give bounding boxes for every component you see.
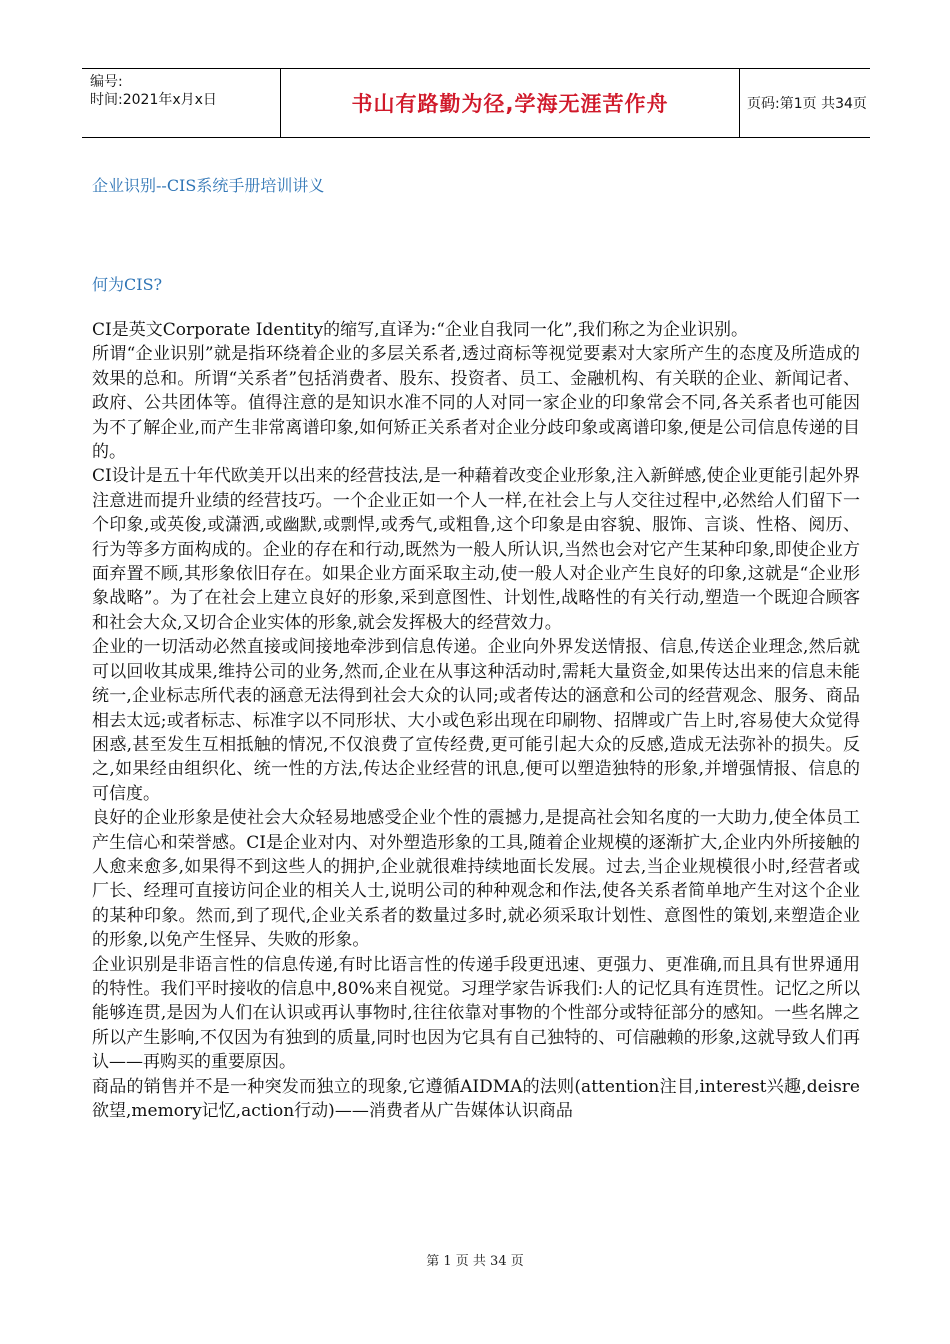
section-heading: 何为CIS?: [92, 275, 163, 294]
document-title: 企业识别--CIS系统手册培训讲义: [92, 176, 325, 195]
document-date-label: 时间:2021年x月x日: [90, 92, 217, 108]
paragraph: 企业识别是非语言性的信息传递,有时比语言性的传递手段更迅速、更强力、更准确,而且具有世界通用的特性。我们平时接收的信息中,80%来自视觉。习理学家告诉我们:人的记忆具有连贯性。记忆之所以能够连贯,是因为人们在认识或再认事物时,往往依靠对事物的个性部分或特征部分的感知。一些名牌之所以产生影响,不仅因为有独到的质量,同时也因为它具有自己独特的、可信融赖的形象,这就导致人们再认——再购买的重要原因。: [92, 954, 860, 1073]
header-motto: 书山有路勤为径,学海无涯苦作舟: [351, 92, 669, 116]
paragraph: 所谓“企业识别”就是指环绕着企业的多层关系者,透过商标等视觉要素对大家所产生的态度及所造成的效果的总和。所谓“关系者”包括消费者、股东、投资者、员工、金融机构、有关联的企业、新闻记者、政府、公共团体等。值得注意的是知识水准不同的人对同一家企业的印象常会不同,各关系者也可能因为不了解企业,而产生非常离谱印象,如何矫正关系者对企业分歧印象或离谱印象,便是公司信息传递的目的。: [92, 344, 860, 463]
paragraph: 良好的企业形象是使社会大众轻易地感受企业个性的震撼力,是提高社会知名度的一大助力,使全体员工产生信心和荣誉感。CI是企业对内、对外塑造形象的工具,随着企业规模的逐渐扩大,企业内外所接触的人愈来愈多,如果得不到这些人的拥护,企业就很难持续地面长发展。过去,当企业规模很小时,经营者或厂长、经理可直接访问企业的相关人士,说明公司的种种观念和作法,使各关系者简单地产生对这个企业的某种印象。然而,到了现代,企业关系者的数量过多时,就必须采取计划性、意图性的策划,来塑造企业的形象,以免产生怪异、失败的形象。: [92, 808, 860, 951]
paragraph: CI是英文Corporate Identity的缩写,直译为:“企业自我同一化”,我们称之为企业识别。: [92, 320, 748, 340]
body-text: [92, 318, 860, 1123]
paragraph: 企业的一切活动必然直接或间接地牵涉到信息传递。企业向外界发送情报、信息,传送企业理念,然后就可以回收其成果,维持公司的业务,然而,企业在从事这种活动时,需耗大量资金,如果传达出来的信息未能统一,企业标志所代表的涵意无法得到社会大众的认同;或者传达的涵意和公司的经营观念、服务、商品相去太远;或者标志、标准字以不同形状、大小或色彩出现在印刷物、招牌或广告上时,容易使大众觉得困惑,甚至发生互相抵触的情况,不仅浪费了宣传经费,更可能引起大众的反感,造成无法弥补的损失。反之,如果经由组织化、统一性的方法,传达企业经营的讯息,便可以塑造独特的形象,并增强情报、信息的可信度。: [92, 637, 860, 804]
header-page-cell: [739, 69, 870, 137]
header-motto-cell: [280, 69, 740, 137]
paragraph: 商品的销售并不是一种突发而独立的现象,它遵循AIDMA的法则(attention注目,interest兴趣,deisre欲望,memory记忆,action行动)——消费者从广告媒体认识商品: [92, 1076, 860, 1121]
header-meta-cell: [82, 69, 280, 137]
paragraph: CI设计是五十年代欧美开以出来的经营技法,是一种藉着改变企业形象,注入新鲜感,使企业更能引起外界注意进而提升业绩的经营技巧。一个企业正如一个人一样,在社会上与人交往过程中,必然给人们留下一个印象,或英俊,或潇洒,或幽默,或剽悍,或秀气,或粗鲁,这个印象是由容貌、服饰、言谈、性格、阅历、行为等多方面构成的。企业的存在和行动,既然为一般人所认识,当然也会对它产生某种印象,即使企业方面弃置不顾,其形象依旧存在。如果企业方面采取主动,使一般人对企业产生良好的印象,这就是“企业形象战略”。为了在社会上建立良好的形象,采到意图性、计划性,战略性的有关行动,塑造一个既迎合顾客和社会大众,又切合企业实体的形象,就会发挥极大的经营效力。: [92, 466, 860, 633]
document-header: [82, 68, 870, 138]
header-page-info: 页码:第1页 共34页: [747, 96, 867, 112]
document-number-label: 编号:: [90, 74, 123, 90]
page-footer: 第 1 页 共 34 页: [426, 1254, 524, 1269]
